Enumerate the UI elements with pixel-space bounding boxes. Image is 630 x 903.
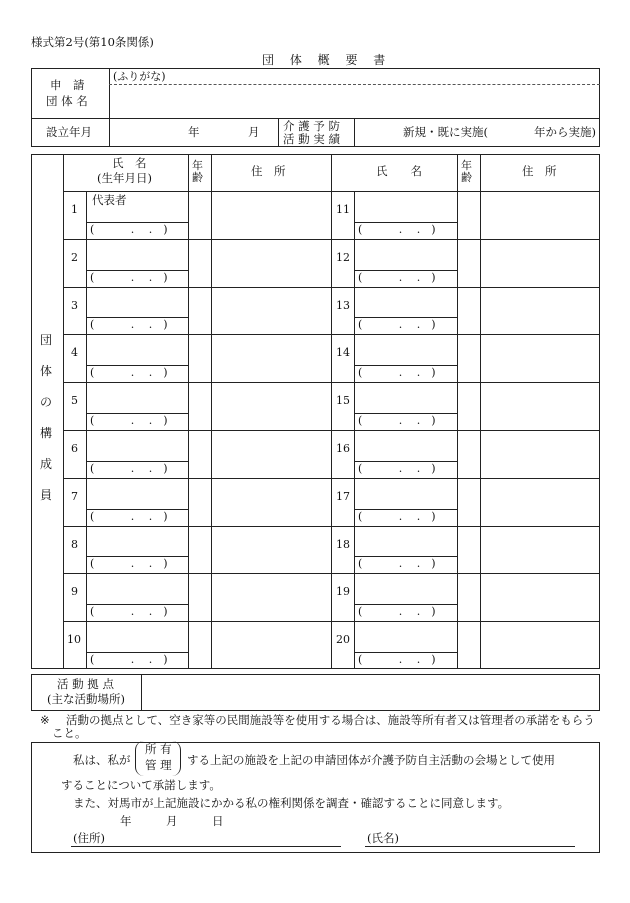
birth-date-field[interactable]: ( . . ) [90, 270, 168, 284]
col-name-right-label: 氏 名 [376, 164, 422, 178]
row-number: 20 [336, 633, 350, 647]
col-age-right-label: 年齢 [461, 159, 472, 184]
care-label-1: 介 護 予 防 [283, 119, 340, 133]
page-title: 団 体 概 要 書 [262, 53, 392, 67]
birth-date-field[interactable]: ( . . ) [358, 414, 436, 427]
row-number: 19 [336, 585, 350, 599]
member-address-field[interactable] [213, 432, 329, 476]
member-name-field[interactable] [89, 337, 186, 364]
row-divider [63, 526, 600, 527]
member-name-field[interactable] [357, 242, 455, 269]
row-divider [63, 287, 600, 288]
row-number: 12 [336, 250, 350, 264]
consent-lead: 私は、私が [73, 753, 131, 767]
member-address-field[interactable] [213, 384, 329, 428]
side-label-char: 員 [40, 488, 53, 502]
member-address-field[interactable] [213, 480, 329, 524]
member-address-field[interactable] [482, 575, 598, 619]
member-age-field[interactable] [190, 528, 210, 572]
note-line-1: 活動の拠点として、空き家等の民間施設等を使用する場合は、施設等所有者又は管理者の承諾をもらう [66, 713, 595, 727]
member-age-field[interactable] [459, 193, 479, 237]
member-name-field[interactable] [357, 529, 455, 556]
established-label: 設立年月 [46, 125, 92, 139]
form-number: 様式第2号(第10条関係) [31, 35, 154, 49]
col-address-right-label: 住 所 [522, 164, 557, 178]
row-divider [63, 621, 600, 622]
member-name-field[interactable] [89, 242, 186, 269]
row-number: 7 [71, 489, 78, 503]
col-address-label: 住 所 [251, 164, 286, 178]
row-divider [63, 573, 600, 574]
col-birth-label: (生年月日) [97, 171, 152, 185]
member-age-field[interactable] [190, 384, 210, 428]
member-name-field[interactable] [357, 337, 455, 364]
member-name-field[interactable] [357, 194, 455, 221]
member-address-field[interactable] [482, 480, 598, 524]
applicant-label-2: 団 体 名 [46, 94, 88, 108]
member-age-field[interactable] [190, 193, 210, 237]
note-mark: ※ [40, 713, 50, 727]
consent-line-2: することについて承諾します。 [61, 778, 221, 792]
member-address-field[interactable] [482, 623, 598, 667]
birth-date-field[interactable]: ( . . ) [90, 366, 168, 380]
member-address-field[interactable] [482, 336, 598, 380]
member-address-field[interactable] [213, 193, 329, 237]
consent-address-label: (住所) [73, 831, 105, 845]
member-name-field[interactable] [357, 481, 455, 508]
member-age-field[interactable] [190, 241, 210, 285]
birth-date-field[interactable]: ( . . ) [90, 605, 168, 619]
furigana-label: (ふりがな) [113, 70, 166, 83]
ownership-option-own[interactable]: 所 有 [145, 742, 172, 756]
representative-label: 代表者 [92, 193, 127, 207]
member-age-field[interactable] [190, 623, 210, 667]
member-address-field[interactable] [213, 289, 329, 333]
member-age-field[interactable] [459, 432, 479, 476]
birth-date-field[interactable]: ( . . ) [90, 653, 168, 666]
side-label-char: の [40, 395, 53, 409]
member-name-field[interactable] [89, 385, 186, 412]
consent-line-3: また、対馬市が上記施設にかかる私の権利関係を調査・確認することに同意します。 [73, 796, 510, 810]
member-age-field[interactable] [190, 575, 210, 619]
row-divider [63, 334, 600, 335]
member-name-field[interactable] [89, 529, 186, 556]
year-label: 年 [188, 125, 200, 139]
member-name-field[interactable] [357, 624, 455, 651]
consent-line-1: する上記の施設を上記の申請団体が介護予防自主活動の会場として使用 [187, 753, 555, 767]
member-name-field[interactable] [89, 433, 186, 460]
consent-date[interactable]: 年 月 日 [120, 814, 224, 828]
row-number: 13 [336, 298, 350, 312]
row-number: 8 [71, 537, 78, 551]
birth-date-field[interactable]: ( . . ) [90, 509, 168, 523]
base-label-1: 活 動 拠 点 [57, 677, 114, 691]
birth-date-field[interactable]: ( . . ) [358, 366, 436, 380]
member-address-field[interactable] [213, 336, 329, 380]
row-number: 15 [336, 394, 350, 408]
member-address-field[interactable] [482, 384, 598, 428]
member-age-field[interactable] [190, 289, 210, 333]
col-age-label: 年齢 [192, 159, 203, 184]
member-address-field[interactable] [213, 528, 329, 572]
side-label-char: 構 [40, 426, 53, 440]
row-divider [63, 478, 600, 479]
row-number: 4 [71, 346, 78, 360]
member-name-field[interactable] [357, 433, 455, 460]
member-address-field[interactable] [482, 193, 598, 237]
row-number: 9 [71, 585, 78, 599]
member-name-field[interactable] [89, 481, 186, 508]
care-label-2: 活 動 実 績 [283, 132, 340, 146]
member-age-field[interactable] [459, 480, 479, 524]
birth-date-field[interactable]: ( . . ) [90, 461, 168, 475]
birth-date-field[interactable]: ( . . ) [90, 414, 168, 427]
row-number: 5 [71, 394, 78, 408]
member-name-field[interactable] [89, 576, 186, 603]
member-name-field[interactable] [89, 624, 186, 651]
row-number: 1 [71, 202, 78, 216]
birth-date-field[interactable]: ( . . ) [358, 318, 436, 332]
side-label-char: 団 [40, 333, 53, 347]
member-address-field[interactable] [482, 241, 598, 285]
name-signature-line[interactable] [365, 846, 575, 847]
row-number: 3 [71, 298, 78, 312]
base-label-2: (主な活動場所) [47, 692, 125, 706]
member-age-field[interactable] [459, 289, 479, 333]
member-age-field[interactable] [190, 432, 210, 476]
birth-date-field[interactable]: ( . . ) [358, 605, 436, 619]
birth-date-field[interactable]: ( . . ) [358, 557, 436, 571]
member-address-field[interactable] [213, 575, 329, 619]
note-line-2: こと。 [52, 726, 87, 740]
row-number: 14 [336, 346, 350, 360]
member-name-field[interactable] [357, 576, 455, 603]
member-age-field[interactable] [190, 480, 210, 524]
member-age-field[interactable] [459, 528, 479, 572]
member-age-field[interactable] [459, 336, 479, 380]
birth-date-field[interactable]: ( . . ) [90, 557, 168, 571]
member-name-field[interactable] [357, 290, 455, 317]
consent-name-label: (氏名) [367, 831, 399, 845]
member-address-field[interactable] [482, 289, 598, 333]
row-divider [63, 239, 600, 240]
row-number: 16 [336, 441, 350, 455]
birth-date-field[interactable]: ( . . ) [358, 270, 436, 284]
row-number: 10 [67, 633, 81, 647]
member-address-field[interactable] [213, 241, 329, 285]
row-divider [63, 382, 600, 383]
month-label: 月 [248, 125, 260, 139]
applicant-name-field[interactable] [112, 88, 598, 116]
activity-base-field[interactable] [144, 676, 598, 709]
row-number: 2 [71, 250, 78, 264]
side-label-char: 成 [40, 457, 53, 471]
birth-date-field[interactable]: ( . . ) [358, 222, 436, 236]
member-name-field[interactable] [357, 385, 455, 412]
row-number: 11 [336, 202, 350, 216]
member-age-field[interactable] [459, 575, 479, 619]
implementation-status[interactable]: 新規・既に実施( 年から実施) [403, 125, 596, 139]
row-number: 17 [336, 489, 350, 503]
col-name-label: 氏 名 [112, 156, 147, 170]
member-address-field[interactable] [482, 432, 598, 476]
member-age-field[interactable] [459, 623, 479, 667]
member-age-field[interactable] [459, 241, 479, 285]
side-label-char: 体 [40, 364, 53, 378]
birth-date-field[interactable]: ( . . ) [358, 509, 436, 523]
birth-date-field[interactable]: ( . . ) [358, 653, 436, 666]
row-number: 6 [71, 441, 78, 455]
row-divider [63, 430, 600, 431]
birth-date-field[interactable]: ( . . ) [90, 222, 168, 236]
member-name-field[interactable] [89, 290, 186, 317]
member-age-field[interactable] [459, 384, 479, 428]
address-signature-line[interactable] [71, 846, 341, 847]
birth-date-field[interactable]: ( . . ) [358, 461, 436, 475]
applicant-label-1: 申 請 [50, 78, 85, 92]
row-number: 18 [336, 537, 350, 551]
member-age-field[interactable] [190, 336, 210, 380]
ownership-option-manage[interactable]: 管 理 [145, 758, 172, 772]
birth-date-field[interactable]: ( . . ) [90, 318, 168, 332]
member-address-field[interactable] [213, 623, 329, 667]
member-address-field[interactable] [482, 528, 598, 572]
